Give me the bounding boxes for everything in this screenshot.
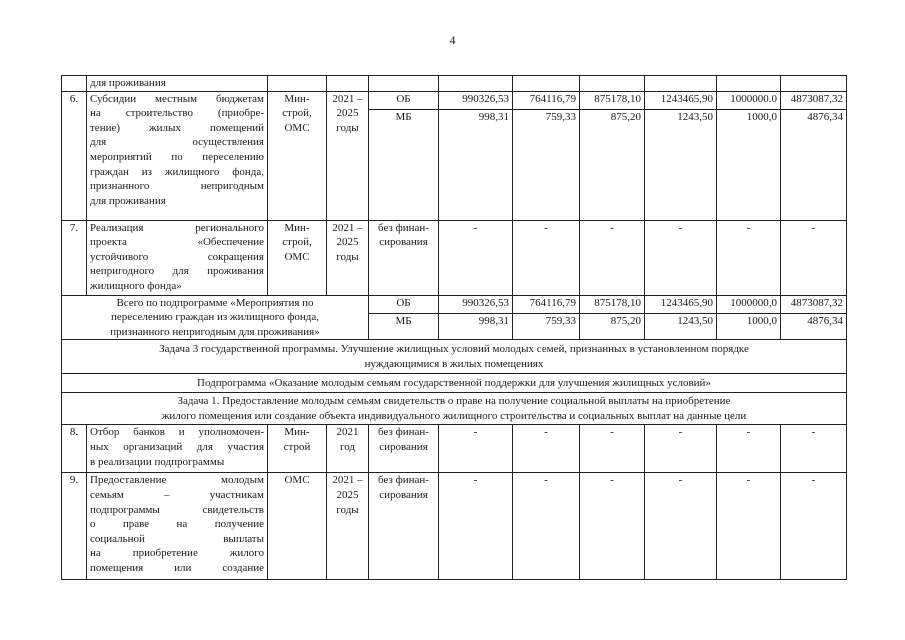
term: 2021 – 2025 годы [327,220,369,295]
value-2024: 1243465,90 [645,295,717,313]
value-total: - [781,220,847,295]
value-total: 4873087,32 [781,91,847,109]
row-number: 8. [62,425,87,473]
value-2024: - [645,425,717,473]
row-number: 6. [62,91,87,220]
value-2022: 764116,79 [513,91,580,109]
value-2024: 1243,50 [645,313,717,339]
value-2024: 1243465,90 [645,91,717,109]
subprogram-total-row [62,295,847,313]
value-total: - [781,425,847,473]
task-1-heading: Задача 1. Предоставление молодым семьям свидетельств о праве на получение социальной выплаты на приобретение жилого помещения или создание объекта индивидуального жилищного строительства и социальных выплат на данные цели [62,393,847,425]
funding-source: без финан- сирования [369,220,439,295]
value-2022: 759,33 [513,109,580,220]
task-heading-row [62,393,847,425]
value-2024: - [645,473,717,580]
value-2025: 1000,0 [717,109,781,220]
value-total: 4876,34 [781,109,847,220]
value-2021: 990326,53 [439,295,513,313]
value-2023: 875178,10 [580,91,645,109]
value-2025: - [717,220,781,295]
executor: ОМС [268,473,327,580]
row-number: 9. [62,473,87,580]
value-2025: 1000000.0 [717,91,781,109]
subprogram-title: Подпрограмма «Оказание молодым семьям государственной поддержки для улучшения жилищных условий» [62,374,847,393]
executor: Мин- строй, ОМС [268,91,327,220]
measure-name: Реализация регионального проекта «Обеспечение устойчивого сокращения непригодного для проживания жилищного фонда» [87,220,268,295]
value-2021: - [439,220,513,295]
value-2022: - [513,425,580,473]
value-2023: 875178,10 [580,295,645,313]
term: 2021 год [327,425,369,473]
value-2024: - [645,220,717,295]
funding-source: МБ [369,109,439,220]
measure-name: Предоставление молодым семьям – участникам подпрограммы свидетельств о праве на получение социальной выплаты на приобретение жилого помещения или создание [87,473,268,580]
value-2022: - [513,473,580,580]
value-2024: 1243,50 [645,109,717,220]
row-number: 7. [62,220,87,295]
value-2025: 1000000,0 [717,295,781,313]
value-2023: - [580,425,645,473]
value-2022: - [513,220,580,295]
table-row [62,425,847,473]
table-row [62,91,847,109]
value-2023: - [580,220,645,295]
funding-source: ОБ [369,295,439,313]
executor: Мин- строй, ОМС [268,220,327,295]
task-heading-row [62,340,847,374]
value-2021: 990326,53 [439,91,513,109]
value-2021: 998,31 [439,109,513,220]
task-3-heading: Задача 3 государственной программы. Улучшение жилищных условий молодых семей, признанных в установленном порядке нуждающимися в жилых помещениях [62,340,847,374]
value-2021: 998,31 [439,313,513,339]
value-total: 4873087,32 [781,295,847,313]
value-2025: - [717,473,781,580]
continuation-row: для проживания [62,76,847,92]
executor: Мин- строй [268,425,327,473]
value-2021: - [439,473,513,580]
value-2023: - [580,473,645,580]
funding-source: ОБ [369,91,439,109]
measure-name: Субсидии местным бюджетам на строительство (приобре- тение) жилых помещений для осуществления мероприятий по переселению граждан из жилищного фонда, признанного непригодным для проживания [87,91,268,220]
value-2023: 875,20 [580,109,645,220]
value-2025: 1000,0 [717,313,781,339]
value-2022: 764116,79 [513,295,580,313]
funding-source: без финан- сирования [369,473,439,580]
value-total: 4876,34 [781,313,847,339]
value-2021: - [439,425,513,473]
funding-source: без финан- сирования [369,425,439,473]
term: 2021 – 2025 годы [327,91,369,220]
program-table [61,75,847,580]
table-row [62,220,847,295]
funding-source: МБ [369,313,439,339]
value-2025: - [717,425,781,473]
value-total: - [781,473,847,580]
subprogram-total-label: Всего по подпрограмме «Мероприятия по переселению граждан из жилищного фонда, признанного непригодным для проживания» [62,295,369,340]
table-row [62,473,847,580]
value-2023: 875,20 [580,313,645,339]
measure-name: Отбор банков и уполномочен- ных организаций для участия в реализации подпрограммы [87,425,268,473]
page-number: 4 [449,33,456,47]
value-2022: 759,33 [513,313,580,339]
subprogram-heading-row [62,374,847,393]
term: 2021 – 2025 годы [327,473,369,580]
